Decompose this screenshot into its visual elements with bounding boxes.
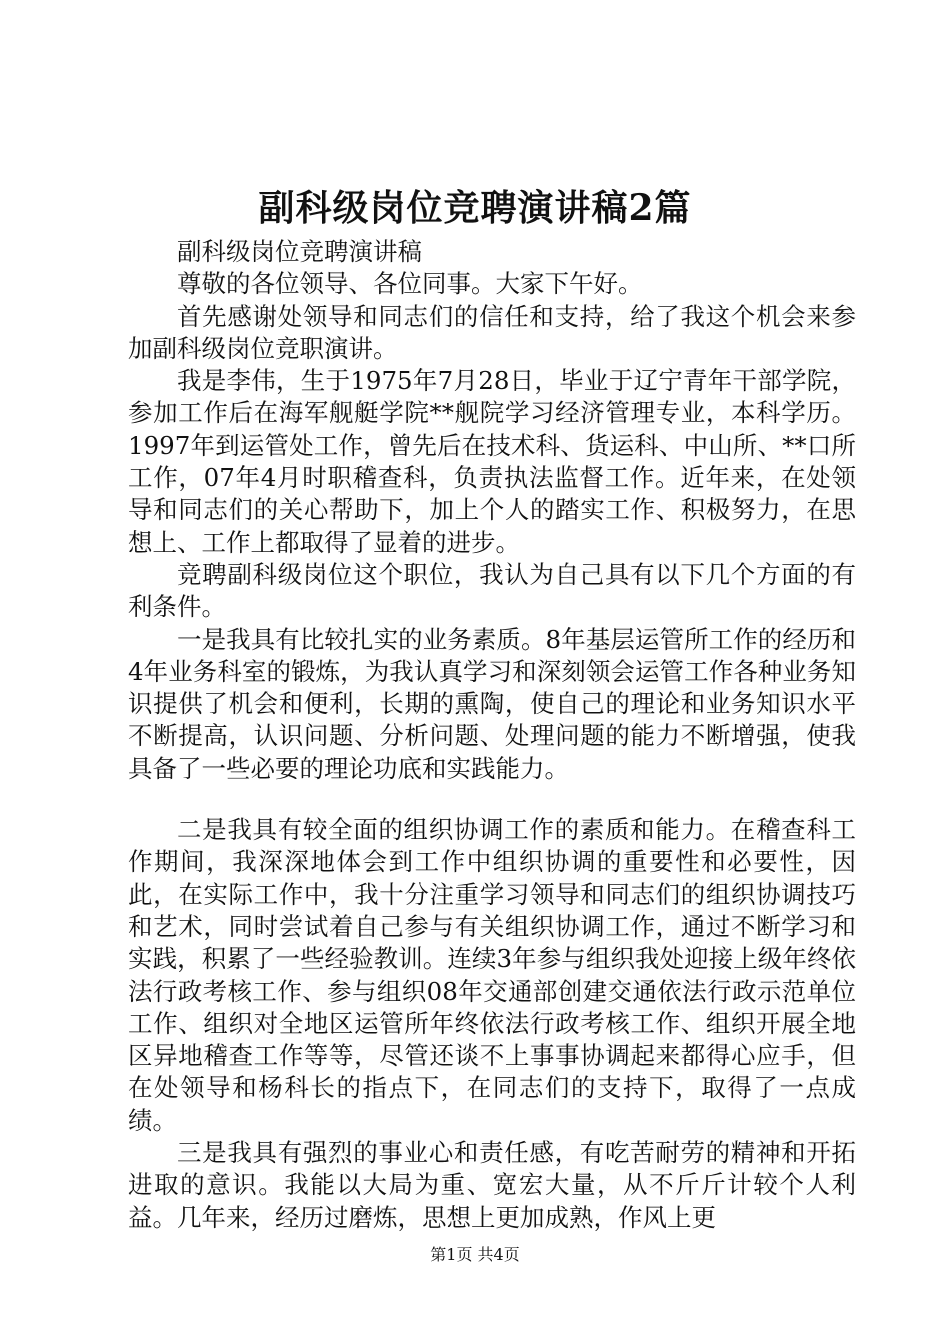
paragraph: 首先感谢处领导和同志们的信任和支持，给了我这个机会来参加副科级岗位竞职演讲。: [128, 301, 856, 363]
document-title: 副科级岗位竞聘演讲稿2篇: [258, 187, 692, 229]
paragraph-greeting: 尊敬的各位领导、各位同事。大家下午好。: [177, 269, 643, 299]
paragraph: 一是我具有比较扎实的业务素质。8年基层运管所工作的经历和4年业务科室的锻炼，为我认真学习和深刻领会运管工作各种业务知识提供了机会和便利，长期的熏陶，使自己的理论和业务知识水平不断提高，认识问题、分析问题、处理问题的能力不断增强，使我具备了一些必要的理论功底和实践能力。: [128, 624, 856, 783]
paragraph-subtitle: 副科级岗位竞聘演讲稿: [177, 237, 422, 266]
paragraph: 我是李伟，生于1975年7月28日，毕业于辽宁青年干部学院，参加工作后在海军舰艇学院**舰院学习经济管理专业，本科学历。1997年到运管处工作，曾先后在技术科、货运科、中山所、**口所工作，07年4月时职稽查科，负责执法监督工作。近年来，在处领导和同志们的关心帮助下，加上个人的踏实工作、积极努力，在思想上、工作上都取得了显着的进步。: [128, 366, 856, 557]
page-number-footer: 第1页 共4页: [430, 1245, 520, 1264]
paragraph: 三是我具有强烈的事业心和责任感，有吃苦耐劳的精神和开拓进取的意识。我能以大局为重、宽宏大量，从不斤斤计较个人利益。几年来，经历过磨炼，思想上更加成熟，作风上更: [128, 1138, 856, 1232]
paragraph: 二是我具有较全面的组织协调工作的素质和能力。在稽查科工作期间，我深深地体会到工作中组织协调的重要性和必要性，因此，在实际工作中，我十分注重学习领导和同志们的组织协调技巧和艺术，同时尝试着自己参与有关组织协调工作，通过不断学习和实践，积累了一些经验教训。连续3年参与组织我处迎接上级年终依法行政考核工作、参与组织08年交通部创建交通依法行政示范单位工作、组织对全地区运管所年终依法行政考核工作、组织开展全地区异地稽查工作等等，尽管还谈不上事事协调起来都得心应手，但在处领导和杨科长的指点下，在同志们的支持下，取得了一点成绩。: [128, 815, 856, 1135]
document-body: [128, 236, 856, 1234]
paragraph: 竞聘副科级岗位这个职位，我认为自己具有以下几个方面的有利条件。: [128, 559, 856, 622]
